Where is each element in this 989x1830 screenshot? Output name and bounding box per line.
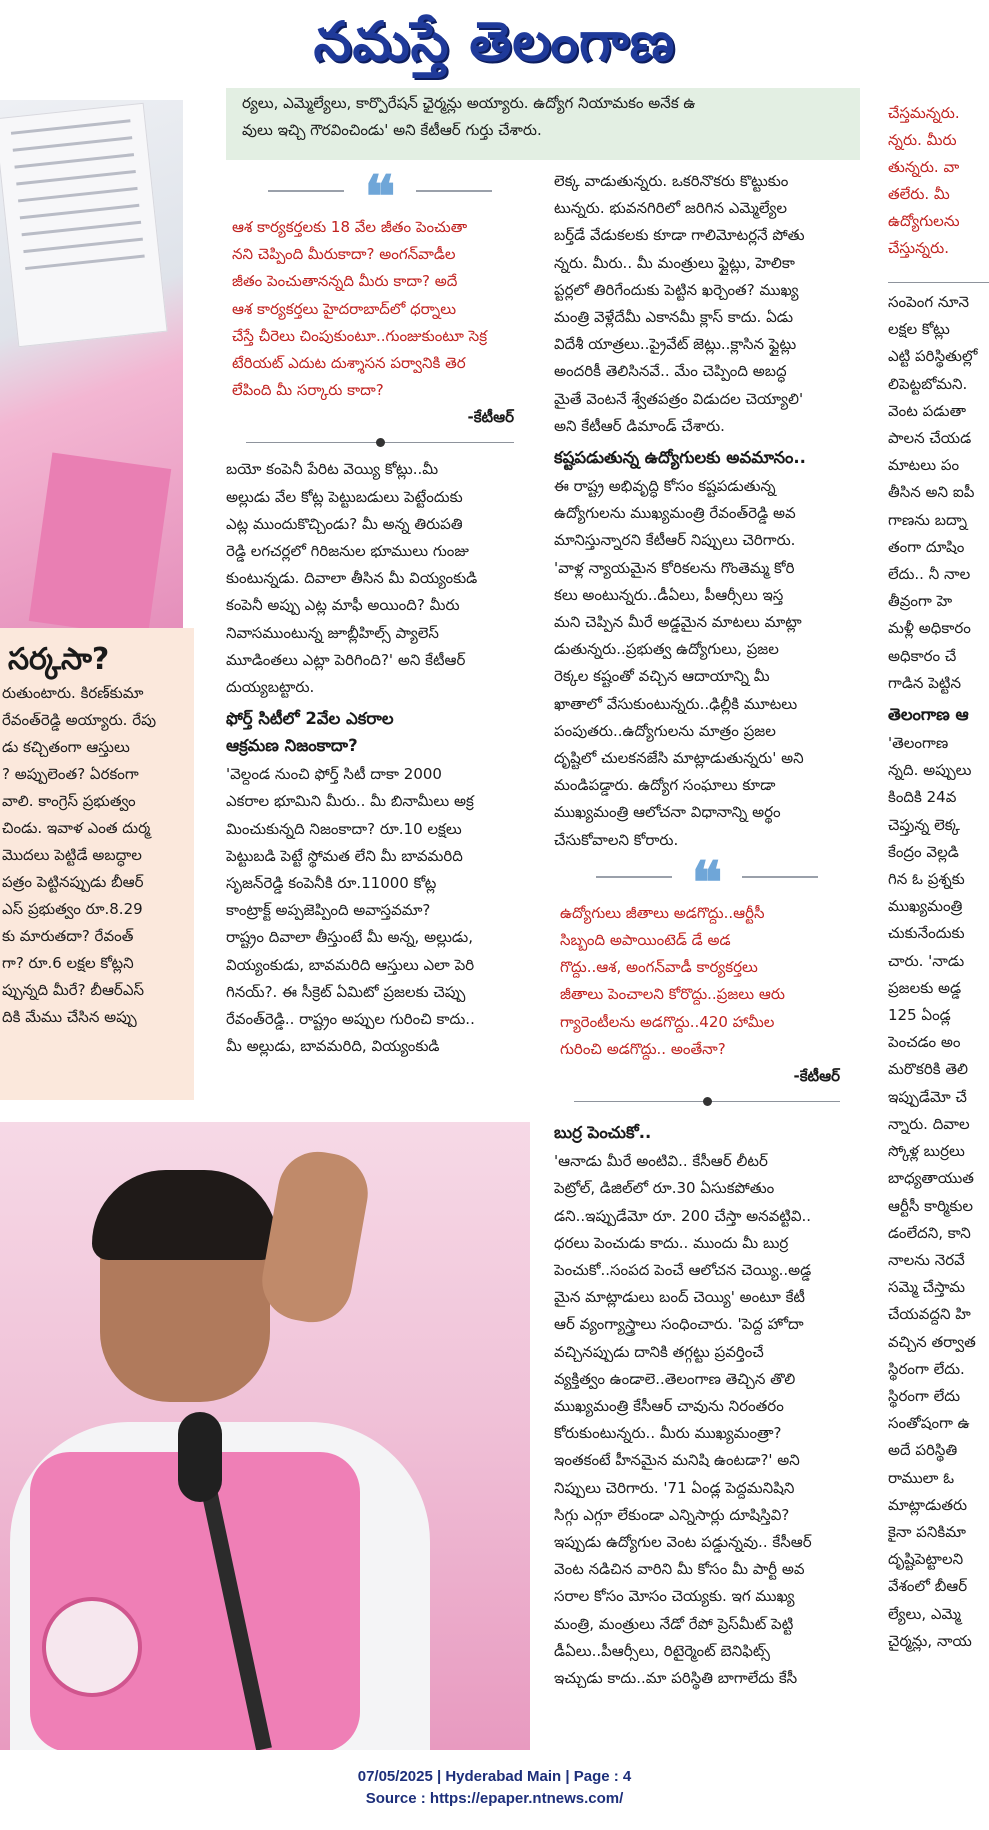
article-paragraph: సంపెంగ నూనె లక్షల కోట్లు ఎట్టి పరిస్థితుల్లో లిపెట్టబోమని. వెంట పడుతా పాలన చేయడ మాటలు పం తీసిన అని ఐపీ గాణను బద్నా తంగా దూషిం లేదు.. నీ నాల తీవ్రంగా హె మళ్లీ అధికారం అధికారం చే గాడిన పెట్టిన (888, 293, 978, 692)
article-subheading: తెలంగాణ ఆ (888, 705, 969, 725)
pull-quote: ఉద్యోగులు జీతాలు అడగొద్దు..ఆర్టీసీ సిబ్బంది అపాయింటెడ్ డే అడ గొద్దు..ఆశ, అంగన్‌వాడీ కార్యకర్తలు జీతాలు పెంచాలని కోరొద్దు..ప్రజలు ఆరు గ్యారెంటీలను అడగొద్దు..420 హామీల గురించి అడగొద్దు.. అంతేనా? (560, 903, 785, 1058)
quote-attribution: -కేటీఆర్ (467, 408, 514, 427)
red-text-box: చేస్తమన్నరు. న్నరు. మీరు తున్నరు. వా తలేరు. మీ ఉద్యోగులను చేస్తున్నరు. (888, 104, 960, 257)
document-paper-graphic (0, 103, 168, 347)
article-column-3 (888, 100, 989, 1750)
pull-quote: ఆశ కార్యకర్తలకు 18 వేల జీతం పెంచుతా నని చెప్పింది మీరుకాదా? అంగన్‌వాడీల జీతం పెంచుతానన్నది మీరు కాదా? అదే ఆశ కార్యకర్తలు హైదరాబాద్‌లో ధర్నాలు చేస్తే చీరెలు చింపుకుంటూ..గుంజుకుంటూ సెక్ర టేరియట్ ఎదుట దుశ్శాసన పర్వానికి తెర లేపింది మీ సర్కారు కాదా? (232, 218, 488, 400)
continued-text: ర్యలు, ఎమ్మెల్యేలు, కార్పొరేషన్ ఛైర్మన్లు అయ్యారు. ఉద్యోగ నియామకం అనేక ఉ వులు ఇచ్చి గౌరవించిండు' అని కేటీఆర్ గుర్తు చేశారు. (242, 94, 696, 139)
article-subheading: ఫోర్త్ సిటీలో 2వేల ఎకరాల ఆక్రమణ నిజంకాదా? (226, 709, 394, 756)
quote-attribution: -కేటీఆర్ (793, 1067, 840, 1086)
side-article-heading: సర్కసా? (8, 642, 110, 677)
continued-text-box (226, 88, 860, 160)
article-paragraph: 'ఆనాడు మీరే అంటివి.. కేసీఆర్ లీటర్ పెట్రోల్, డిజిల్‌లో రూ.30 ఏసుకపోతుం డని..ఇప్పుడేమో రూ. 200 చేస్తా అనవట్టివి.. ధరలు పెంచుడు కాదు.. ముందు మీ బుర్ర పెంచుకో..సంపద పెంచే ఆలోచన చెయ్యి..అడ్డ మైన మాట్లాడులు బంద్ చెయ్యి' అంటూ కేటీ ఆర్ వ్యంగ్యాస్త్రాలు సంధించారు. 'పెద్ద హోదా వచ్చినప్పుడు దానికి తగ్గట్టు ప్రవర్తించే వ్యక్తిత్వం ఉండాలె..తెలంగాణ తెచ్చిన తొలి ముఖ్యమంత్రి కేసీఆర్ చావును నిరంతరం కోరుకుంటున్నరు.. మీరు ముఖ్యమంత్రా? ఇంతకంటే హీనమైన మనిషి ఉంటడా?' అని నిప్పులు చెరిగారు. '71 ఏండ్ల పెద్దమనిషిని సిగ్గు ఎగ్గూ లేకుండా ఎన్నిసార్లు దూషిస్తివి? ఇప్పుడు ఉద్యోగుల వెంట పడ్డున్నవు.. కేసీఆర్ వెంట నడిచిన వారిని మీ కోసం మీ పార్టీ అవ సరాల కోసం మోసం చెయ్యకు. ఇగ ముఖ్య మంత్రి, మంత్రులు నేడో రేపో ప్రెస్‌మీట్ పెట్టి డీఏలు..పీఆర్సీలు, రిటైర్మెంట్ బెనిఫిట్స్ ఇచ్చుడు కాదు..మా పరిస్థితి బాగాలేదు కేసీ (554, 1152, 812, 1687)
victory-hand-graphic (256, 1145, 374, 1328)
pink-sash-graphic (29, 452, 171, 630)
edition-info: 07/05/2025 | Hyderabad Main | Page : 4 (357, 1768, 632, 1785)
divider (226, 430, 534, 456)
article-column-2 (554, 168, 860, 1750)
top-left-photo (0, 100, 183, 630)
quote-mark (554, 848, 860, 917)
microphone-icon (178, 1412, 222, 1502)
quote-icon: ❝ (364, 168, 396, 231)
quote-mark (226, 168, 534, 231)
side-article-box (0, 628, 194, 1100)
party-badge-graphic (42, 1597, 142, 1697)
divider (888, 282, 989, 283)
hair-graphic (92, 1170, 278, 1260)
article-subheading: కష్టపడుతున్న ఉద్యోగులకు అవమానం.. (554, 448, 806, 468)
page-footer (0, 1766, 989, 1810)
article-subheading: బుర్ర పెంచుకో.. (554, 1123, 652, 1143)
article-column-1 (226, 168, 534, 1118)
article-paragraph: బయో కంపెనీ పేరిట వెయ్యి కోట్లు..మీ అల్లుడు వేల కోట్ల పెట్టుబడులు పెట్టేందుకు ఎట్ల ముందుకొచ్చిండు? మీ అన్న తిరుపతి రెడ్డి లగచర్లలో గిరిజనుల భూములు గుంజు కుంటున్నడు. దివాలా తీసిన మీ వియ్యంకుడి కంపెనీ అప్పు ఎట్ల మాఫీ అయింది? మీరు నివాసముంటున్న జూబ్లీహిల్స్ ప్యాలెస్ మూడింతలు ఎట్లా పెరిగింది?' అని కేటీఆర్ దుయ్యబట్టారు. (226, 460, 478, 697)
article-paragraph: ఈ రాష్ట్ర అభివృద్ధి కోసం కష్టపడుతున్న ఉద్యోగులను ముఖ్యమంత్రి రేవంత్‌రెడ్డి అవ మానిస్తున్నారని కేటీఆర్ నిప్పులు చెరిగారు. 'వాళ్ల న్యాయమైన కోరికలను గొంతెమ్మ కోరి కలు అంటున్నరు..డీఏలు, పీఆర్సీలు ఇస్త మని చెప్పిన మీరే అడ్డమైన మాటలు మాట్లా డుతున్నరు..ప్రభుత్వ ఉద్యోగులు, ప్రజల రెక్కల కష్టంతో వచ్చిన ఆదాయాన్ని మీ ఖాతాలో వేసుకుంటున్నరు..ఢిల్లీకి మూటలు పంపుతరు..ఉద్యోగులను మాత్రం ప్రజల దృష్టిలో చులకనజేసి మాట్లాడుతున్నరు' అని మండిపడ్డారు. ఉద్యోగ సంఘాలు కూడా ముఖ్యమంత్రి ఆలోచనా విధానాన్ని అర్థం చేసుకోవాలని కోరారు. (554, 477, 804, 849)
quote-icon: ❝ (691, 848, 723, 917)
masthead (0, 0, 989, 88)
ktr-photo (0, 1122, 530, 1750)
source-link[interactable]: Source : https://epaper.ntnews.com/ (365, 1790, 624, 1807)
article-paragraph: 'వెల్దండ నుంచి ఫోర్త్ సిటీ దాకా 2000 ఎకరాల భూమిని మీరు.. మీ బినామీలు అక్ర మించుకున్నది నిజంకాదా? రూ.10 లక్షలు పెట్టుబడి పెట్టే స్థోమత లేని మీ బావమరిది సృజన్‌రెడ్డి కంపెనీకి రూ.11000 కోట్ల కాంట్రాక్ట్ అప్పజెప్పింది అవాస్తవమా? రాష్ట్రం దివాలా తీస్తుంటే మీ అన్న, అల్లుడు, వియ్యంకుడు, బావమరిది ఆస్తులు ఎలా పెరి గినయ్?. ఈ సీక్రెట్ ఏమిటో ప్రజలకు చెప్పు రేవంత్‌రెడ్డి.. రాష్ట్రం అప్పుల గురించి కాదు.. మీ అల్లుడు, బావమరిది, వియ్యంకుడి (226, 765, 475, 1056)
divider (554, 1089, 860, 1115)
newspaper-title: నమస్తే తెలంగాణ (313, 9, 676, 73)
article-paragraph: 'తెలంగాణ న్నది. అప్పులు కిందికి 24వ చెప్తున్న లెక్క కేంద్రం వెల్లడి గిన ఓ ప్రశ్నకు ముఖ్యమంత్రి చుకునేందుకు చారు. 'నాడు ప్రజలకు అడ్డ 125 ఏండ్ల పెంచడం అం మరొకరికి తెలి ఇప్పుడేమో చే న్నారు. దివాల స్కోళ్ల బుర్రలు బాధ్యతాయుత ఆర్టీసీ కార్మికుల డంలేదని, కాని నాలను నెరవే సమ్మె చేస్తామ చేయవద్దని హి వచ్చిన తర్వాత స్థిరంగా లేదు. స్థిరంగా లేదు సంతోషంగా ఉ అదే పరిస్థితి రాములా ఓ మాట్లాడుతరు కైనా పనికిమా దృష్టిపెట్టాలని వేశంలో బీఆర్ ల్యేలు, ఎమ్మె చైర్మన్లు, నాయ (888, 734, 976, 1650)
side-article-text: రుతుంటారు. కిరణ్‌కుమా రేవంత్‌రెడ్డి అయ్యారు. రేపు డు కచ్చితంగా ఆస్తులు ? అప్పులెంత? ఏరకంగా వాలి. కాంగ్రెస్ ప్రభుత్వం చిండు. ఇవాళ ఎంత దుర్మ మొదలు పెట్టిడే అబద్ధాల పత్రం పెట్టినప్పుడు బీఆర్ ఎస్ ప్రభుత్వం రూ.8.29 కు మారుతదా? రేవంత్ గా? రూ.6 లక్షల కోట్లని ప్పున్నది మీరే? బీఆర్ఎస్ దికి మేము చేసిన అప్పు (2, 684, 157, 1026)
article-paragraph: లెక్క వాడుతున్నరు. ఒకరినొకరు కొట్టుకుం టున్నరు. భువనగిరిలో జరిగిన ఎమ్మెల్యేల బర్త్‌డే వేడుకలకు కూడా గాలిమోటర్లనే పోతు న్నరు. మీరు.. మీ మంత్రులు ఫ్లైట్లు, హెలికా ప్టర్లలో తిరిగేందుకు పెట్టిన ఖర్చెంత? ముఖ్య మంత్రి వెళ్లేదేమీ ఎకానమీ క్లాస్ కాదు. ఏడు విదేశీ యాత్రలు..ప్రైవేట్ జెట్లు..క్లాసిన ఫ్లైట్లు అందరికీ తెలిసినవే.. మేం చెప్పింది అబద్ధ మైతే వెంటనే శ్వేతపత్రం విడుదల చెయ్యాలి' అని కేటీఆర్ డిమాండ్ చేశారు. (554, 172, 805, 435)
